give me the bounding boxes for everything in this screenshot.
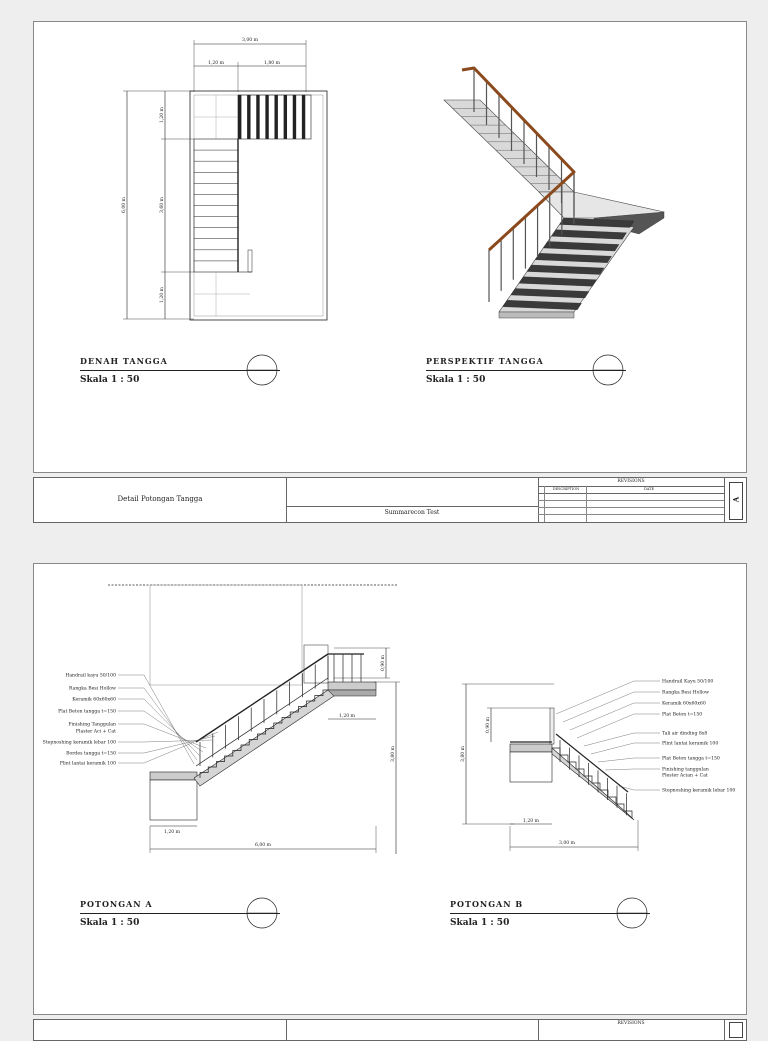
revisions-col-date: DATE — [643, 487, 655, 491]
section-a-label: Plat Beton tangga t=150 — [58, 709, 116, 715]
section-b-scale: Skala 1 : 50 — [450, 918, 510, 928]
plan-scale: Skala 1 : 50 — [80, 375, 140, 385]
secA-dim-bottom-landing: 1,20 m — [163, 830, 181, 835]
section-a-label: Bordes tangga t=150 — [66, 751, 116, 757]
project-name: Detail Potongan Tangga — [117, 495, 203, 503]
section-a-label: Handrail kayu 50/100 — [65, 673, 116, 679]
section-b-label: Stepnoshing keramik lebar 100 — [662, 788, 736, 794]
section-b-label: Tali air dinding 8x8 — [662, 731, 708, 737]
section-a-label: Keramik 60x60x60 — [72, 697, 116, 703]
dim-total-width: 3,00 m — [241, 38, 259, 43]
secB-dim-rail: 0,90 m — [486, 716, 491, 734]
plan-title: DENAH TANGGA — [80, 356, 168, 366]
dim-top: 1,20 m — [160, 106, 165, 124]
revisions-header: REVISIONS — [617, 479, 645, 484]
plan-callout-circle — [246, 354, 278, 386]
section-a-title: POTONGAN A — [80, 899, 153, 909]
section-b-label: Rangka Besi Hollow — [662, 690, 709, 696]
section-b-label: Plint lantai keramik 100 — [662, 741, 719, 747]
secB-dim-landing: 1,20 m — [522, 819, 540, 824]
section-a-label: Finishing Tanggulan — [68, 722, 116, 728]
secA-dim-total: 6,00 m — [254, 843, 272, 848]
dim-left-width: 1,20 m — [207, 61, 225, 66]
section-b-callout-circle — [616, 897, 648, 929]
stair-perspective-drawing — [34, 22, 746, 352]
dim-bottom: 1,20 m — [160, 286, 165, 304]
section-b-drawing — [34, 564, 746, 864]
revisions-header-2: REVISIONS — [617, 1021, 645, 1026]
drawing-sheet-1 — [33, 21, 747, 473]
section-b-title: POTONGAN B — [450, 899, 524, 909]
section-a-scale: Skala 1 : 50 — [80, 918, 140, 928]
section-b-label: Plester Acian + Cat — [662, 773, 708, 779]
section-a-label: Plaster Aci + Cat — [75, 729, 116, 735]
secB-dim-total: 3,00 m — [558, 841, 576, 846]
section-a-label: Rangka Besi Hollow — [69, 686, 116, 692]
perspective-callout-circle — [592, 354, 624, 386]
dim-total-height: 6,00 m — [122, 196, 127, 214]
secA-dim-rail: 0,90 m — [381, 654, 386, 672]
author-name: Summarecon Test — [384, 509, 440, 516]
secA-dim-landing: 1,20 m — [338, 714, 356, 719]
secB-dim-height: 3,80 m — [461, 745, 466, 763]
secA-dim-height: 3,80 m — [391, 745, 396, 763]
dim-right-width: 1,80 m — [263, 61, 281, 66]
section-b-label: Plat Beton t=150 — [662, 712, 703, 718]
title-block-2 — [33, 1019, 747, 1041]
sheet-letter: A — [731, 496, 741, 503]
section-a-callout-circle — [246, 897, 278, 929]
section-a-label: Stepnoshing keramik lebar 100 — [42, 740, 116, 746]
section-b-label: Plat Beton tangga t=150 — [662, 756, 720, 762]
section-a-label: Plint lantai keramik 100 — [59, 761, 116, 767]
section-b-label: Finishing tanggulan — [662, 767, 709, 773]
perspective-scale: Skala 1 : 50 — [426, 375, 486, 385]
drawing-sheet-2 — [33, 563, 747, 1015]
perspective-title: PERSPEKTIF TANGGA — [426, 356, 544, 366]
dim-mid: 3,60 m — [160, 196, 165, 214]
title-block-1 — [33, 477, 747, 523]
section-b-label: Handrail Kayu 50/100 — [662, 679, 714, 685]
section-b-label: Keramik 60x60x60 — [662, 701, 706, 707]
revisions-col-desc: DESCRIPTION — [552, 487, 580, 491]
